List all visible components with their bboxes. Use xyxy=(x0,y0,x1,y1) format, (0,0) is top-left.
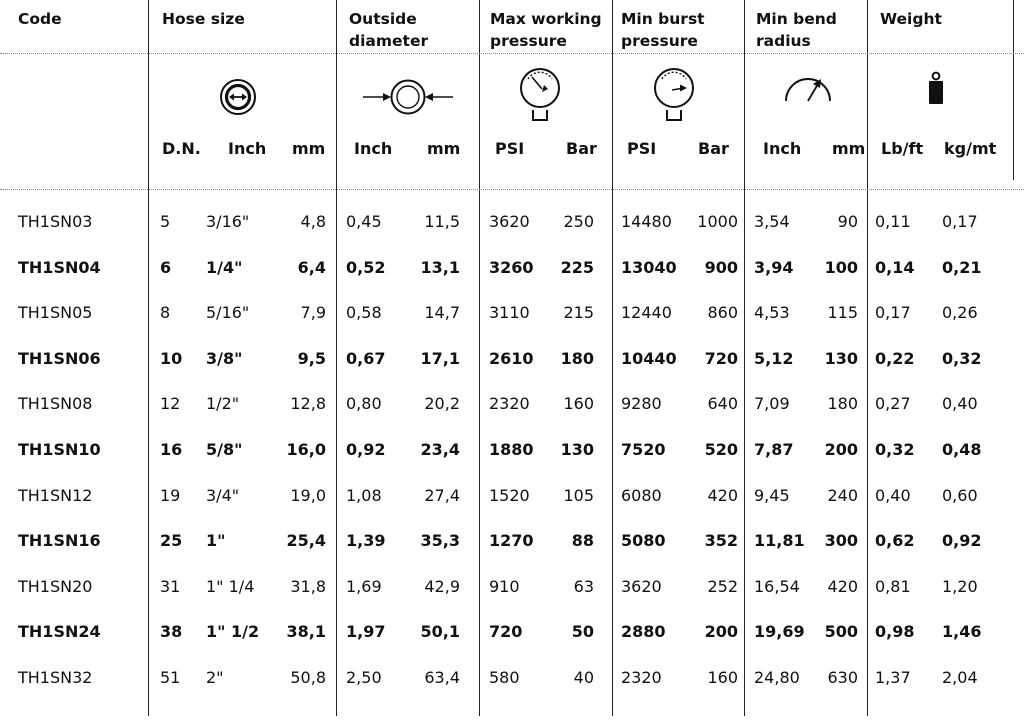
cell-br-inch: 24,80 xyxy=(754,668,800,687)
cell-br-inch: 11,81 xyxy=(754,531,805,550)
cell-hose-inch: 5/8" xyxy=(206,440,243,459)
cell-dn: 16 xyxy=(160,440,183,459)
cell-weight-lbft: 0,81 xyxy=(875,577,911,596)
hose-section-icon xyxy=(218,77,258,117)
cell-od-inch: 2,50 xyxy=(346,668,382,687)
cell-wp-psi: 910 xyxy=(489,577,520,596)
cell-weight-kgmt: 0,26 xyxy=(942,303,978,322)
cell-br-mm: 300 xyxy=(824,531,858,550)
cell-weight-kgmt: 0,32 xyxy=(942,349,982,368)
cell-weight-kgmt: 2,04 xyxy=(942,668,978,687)
subheader-od-inch: Inch xyxy=(354,139,393,158)
cell-od-inch: 1,69 xyxy=(346,577,382,596)
cell-dn: 8 xyxy=(160,303,171,322)
cell-bp-bar: 720 xyxy=(704,349,738,368)
cell-hose-inch: 3/4" xyxy=(206,486,240,505)
cell-weight-kgmt: 0,17 xyxy=(942,212,978,231)
cell-wp-psi: 720 xyxy=(489,622,523,641)
cell-br-mm: 200 xyxy=(824,440,858,459)
cell-bp-psi: 6080 xyxy=(621,486,662,505)
outside-diameter-icon xyxy=(361,77,457,117)
cell-code: TH1SN12 xyxy=(18,486,93,505)
col-separator xyxy=(336,0,337,716)
cell-br-mm: 630 xyxy=(827,668,858,687)
cell-br-inch: 19,69 xyxy=(754,622,805,641)
cell-hose-mm: 19,0 xyxy=(290,486,326,505)
cell-hose-inch: 1" 1/2 xyxy=(206,622,260,641)
cell-bp-psi: 10440 xyxy=(621,349,677,368)
cell-hose-mm: 50,8 xyxy=(290,668,326,687)
subheader-dn: D.N. xyxy=(162,139,201,158)
header-max-working-pressure-line2: pressure xyxy=(490,32,567,50)
cell-wp-bar: 215 xyxy=(563,303,594,322)
cell-od-inch: 0,58 xyxy=(346,303,382,322)
cell-od-mm: 14,7 xyxy=(424,303,460,322)
cell-weight-lbft: 0,32 xyxy=(875,440,915,459)
cell-wp-bar: 130 xyxy=(560,440,594,459)
header-weight: Weight xyxy=(880,10,942,28)
cell-bp-psi: 2320 xyxy=(621,668,662,687)
bend-radius-icon xyxy=(783,74,833,104)
cell-hose-mm: 25,4 xyxy=(286,531,326,550)
cell-hose-inch: 3/16" xyxy=(206,212,250,231)
header-min-bend-radius-line1: Min bend xyxy=(756,10,837,28)
cell-br-inch: 9,45 xyxy=(754,486,790,505)
cell-weight-lbft: 0,27 xyxy=(875,394,911,413)
working-pressure-gauge-icon xyxy=(518,67,562,123)
subheader-divider xyxy=(0,189,1024,190)
col-separator xyxy=(148,0,149,716)
cell-hose-inch: 2" xyxy=(206,668,224,687)
header-code: Code xyxy=(18,10,62,28)
cell-hose-inch: 1/2" xyxy=(206,394,240,413)
cell-bp-bar: 252 xyxy=(707,577,738,596)
header-min-burst-pressure-line1: Min burst xyxy=(621,10,705,28)
subheader-bp-psi: PSI xyxy=(627,139,657,158)
cell-bp-bar: 200 xyxy=(704,622,738,641)
header-outside-diameter-line1: Outside xyxy=(349,10,417,28)
cell-wp-bar: 63 xyxy=(573,577,594,596)
cell-hose-inch: 3/8" xyxy=(206,349,243,368)
cell-code: TH1SN04 xyxy=(18,258,101,277)
cell-wp-bar: 180 xyxy=(560,349,594,368)
header-min-bend-radius-line2: radius xyxy=(756,32,811,50)
cell-br-inch: 4,53 xyxy=(754,303,790,322)
subheader-wp-bar: Bar xyxy=(566,139,597,158)
cell-hose-mm: 31,8 xyxy=(290,577,326,596)
cell-bp-bar: 900 xyxy=(704,258,738,277)
cell-wp-bar: 40 xyxy=(573,668,594,687)
cell-od-mm: 11,5 xyxy=(424,212,460,231)
subheader-od-mm: mm xyxy=(427,139,461,158)
subheader-bp-bar: Bar xyxy=(698,139,729,158)
cell-od-inch: 0,80 xyxy=(346,394,382,413)
col-separator xyxy=(1013,0,1014,180)
col-separator xyxy=(612,0,613,716)
cell-code: TH1SN24 xyxy=(18,622,101,641)
cell-od-mm: 20,2 xyxy=(424,394,460,413)
cell-hose-inch: 1" 1/4 xyxy=(206,577,255,596)
cell-od-mm: 63,4 xyxy=(424,668,460,687)
cell-hose-inch: 5/16" xyxy=(206,303,250,322)
cell-dn: 5 xyxy=(160,212,171,231)
cell-od-mm: 50,1 xyxy=(420,622,460,641)
cell-bp-bar: 160 xyxy=(707,668,738,687)
cell-dn: 10 xyxy=(160,349,183,368)
cell-wp-psi: 3620 xyxy=(489,212,530,231)
cell-weight-lbft: 1,37 xyxy=(875,668,911,687)
cell-code: TH1SN32 xyxy=(18,668,93,687)
header-hose-size: Hose size xyxy=(162,10,245,28)
cell-br-mm: 500 xyxy=(824,622,858,641)
cell-bp-psi: 12440 xyxy=(621,303,672,322)
cell-bp-bar: 640 xyxy=(707,394,738,413)
weight-icon xyxy=(925,71,947,105)
cell-weight-lbft: 0,62 xyxy=(875,531,915,550)
subheader-wp-psi: PSI xyxy=(495,139,525,158)
cell-br-inch: 3,54 xyxy=(754,212,790,231)
cell-weight-kgmt: 0,92 xyxy=(942,531,982,550)
cell-od-inch: 1,97 xyxy=(346,622,386,641)
cell-code: TH1SN08 xyxy=(18,394,93,413)
cell-br-inch: 5,12 xyxy=(754,349,794,368)
col-separator xyxy=(744,0,745,716)
cell-br-mm: 180 xyxy=(827,394,858,413)
cell-wp-bar: 160 xyxy=(563,394,594,413)
cell-weight-lbft: 0,22 xyxy=(875,349,915,368)
cell-wp-psi: 3260 xyxy=(489,258,534,277)
cell-weight-kgmt: 0,60 xyxy=(942,486,978,505)
cell-wp-psi: 1520 xyxy=(489,486,530,505)
cell-hose-mm: 4,8 xyxy=(300,212,326,231)
cell-dn: 51 xyxy=(160,668,181,687)
cell-code: TH1SN16 xyxy=(18,531,101,550)
cell-code: TH1SN20 xyxy=(18,577,93,596)
cell-br-inch: 16,54 xyxy=(754,577,800,596)
cell-wp-bar: 105 xyxy=(563,486,594,505)
subheader-hose-inch: Inch xyxy=(228,139,267,158)
cell-bp-bar: 520 xyxy=(704,440,738,459)
cell-br-inch: 7,87 xyxy=(754,440,794,459)
cell-hose-mm: 9,5 xyxy=(297,349,326,368)
cell-bp-psi: 9280 xyxy=(621,394,662,413)
cell-dn: 38 xyxy=(160,622,183,641)
cell-wp-bar: 50 xyxy=(571,622,594,641)
cell-hose-inch: 1" xyxy=(206,531,226,550)
cell-code: TH1SN06 xyxy=(18,349,101,368)
cell-bp-psi: 2880 xyxy=(621,622,666,641)
subheader-lbft: Lb/ft xyxy=(881,139,924,158)
cell-od-inch: 0,52 xyxy=(346,258,386,277)
cell-bp-psi: 14480 xyxy=(621,212,672,231)
cell-bp-psi: 5080 xyxy=(621,531,666,550)
cell-wp-bar: 225 xyxy=(560,258,594,277)
cell-dn: 31 xyxy=(160,577,181,596)
cell-od-mm: 42,9 xyxy=(424,577,460,596)
cell-wp-bar: 88 xyxy=(571,531,594,550)
cell-od-inch: 0,45 xyxy=(346,212,382,231)
cell-code: TH1SN10 xyxy=(18,440,101,459)
cell-od-mm: 13,1 xyxy=(420,258,460,277)
subheader-br-inch: Inch xyxy=(763,139,802,158)
cell-hose-mm: 12,8 xyxy=(290,394,326,413)
header-min-burst-pressure-line2: pressure xyxy=(621,32,698,50)
cell-wp-psi: 1880 xyxy=(489,440,534,459)
cell-od-mm: 35,3 xyxy=(420,531,460,550)
cell-br-mm: 130 xyxy=(824,349,858,368)
cell-weight-kgmt: 0,21 xyxy=(942,258,982,277)
cell-br-inch: 3,94 xyxy=(754,258,794,277)
subheader-kgmt: kg/mt xyxy=(944,139,997,158)
cell-weight-kgmt: 0,40 xyxy=(942,394,978,413)
cell-weight-kgmt: 0,48 xyxy=(942,440,982,459)
cell-hose-inch: 1/4" xyxy=(206,258,243,277)
cell-br-mm: 100 xyxy=(824,258,858,277)
cell-hose-mm: 38,1 xyxy=(286,622,326,641)
cell-bp-psi: 13040 xyxy=(621,258,677,277)
cell-weight-kgmt: 1,46 xyxy=(942,622,982,641)
cell-weight-kgmt: 1,20 xyxy=(942,577,978,596)
cell-wp-psi: 3110 xyxy=(489,303,530,322)
cell-bp-bar: 860 xyxy=(707,303,738,322)
cell-od-mm: 27,4 xyxy=(424,486,460,505)
burst-pressure-gauge-icon xyxy=(652,67,696,123)
cell-wp-psi: 2610 xyxy=(489,349,534,368)
cell-wp-psi: 580 xyxy=(489,668,520,687)
cell-wp-psi: 1270 xyxy=(489,531,534,550)
cell-od-mm: 23,4 xyxy=(420,440,460,459)
cell-bp-bar: 420 xyxy=(707,486,738,505)
cell-dn: 12 xyxy=(160,394,181,413)
cell-weight-lbft: 0,14 xyxy=(875,258,915,277)
cell-code: TH1SN05 xyxy=(18,303,93,322)
cell-br-inch: 7,09 xyxy=(754,394,790,413)
cell-dn: 25 xyxy=(160,531,183,550)
header-max-working-pressure-line1: Max working xyxy=(490,10,602,28)
cell-od-inch: 1,08 xyxy=(346,486,382,505)
cell-weight-lbft: 0,17 xyxy=(875,303,911,322)
cell-br-mm: 240 xyxy=(827,486,858,505)
cell-weight-lbft: 0,11 xyxy=(875,212,911,231)
cell-br-mm: 90 xyxy=(837,212,858,231)
cell-hose-mm: 16,0 xyxy=(286,440,326,459)
cell-wp-bar: 250 xyxy=(563,212,594,231)
cell-bp-bar: 1000 xyxy=(697,212,738,231)
header-divider xyxy=(0,53,1024,54)
col-separator xyxy=(867,0,868,716)
cell-od-mm: 17,1 xyxy=(420,349,460,368)
cell-hose-mm: 6,4 xyxy=(297,258,326,277)
cell-dn: 19 xyxy=(160,486,181,505)
cell-dn: 6 xyxy=(160,258,172,277)
cell-bp-psi: 7520 xyxy=(621,440,666,459)
cell-br-mm: 420 xyxy=(827,577,858,596)
header-outside-diameter-line2: diameter xyxy=(349,32,429,50)
cell-hose-mm: 7,9 xyxy=(300,303,326,322)
cell-weight-lbft: 0,98 xyxy=(875,622,915,641)
cell-od-inch: 1,39 xyxy=(346,531,386,550)
cell-od-inch: 0,92 xyxy=(346,440,386,459)
subheader-br-mm: mm xyxy=(832,139,866,158)
cell-od-inch: 0,67 xyxy=(346,349,386,368)
cell-br-mm: 115 xyxy=(827,303,858,322)
cell-weight-lbft: 0,40 xyxy=(875,486,911,505)
subheader-hose-mm: mm xyxy=(292,139,326,158)
cell-bp-bar: 352 xyxy=(704,531,738,550)
cell-bp-psi: 3620 xyxy=(621,577,662,596)
col-separator xyxy=(479,0,480,716)
cell-code: TH1SN03 xyxy=(18,212,93,231)
cell-wp-psi: 2320 xyxy=(489,394,530,413)
